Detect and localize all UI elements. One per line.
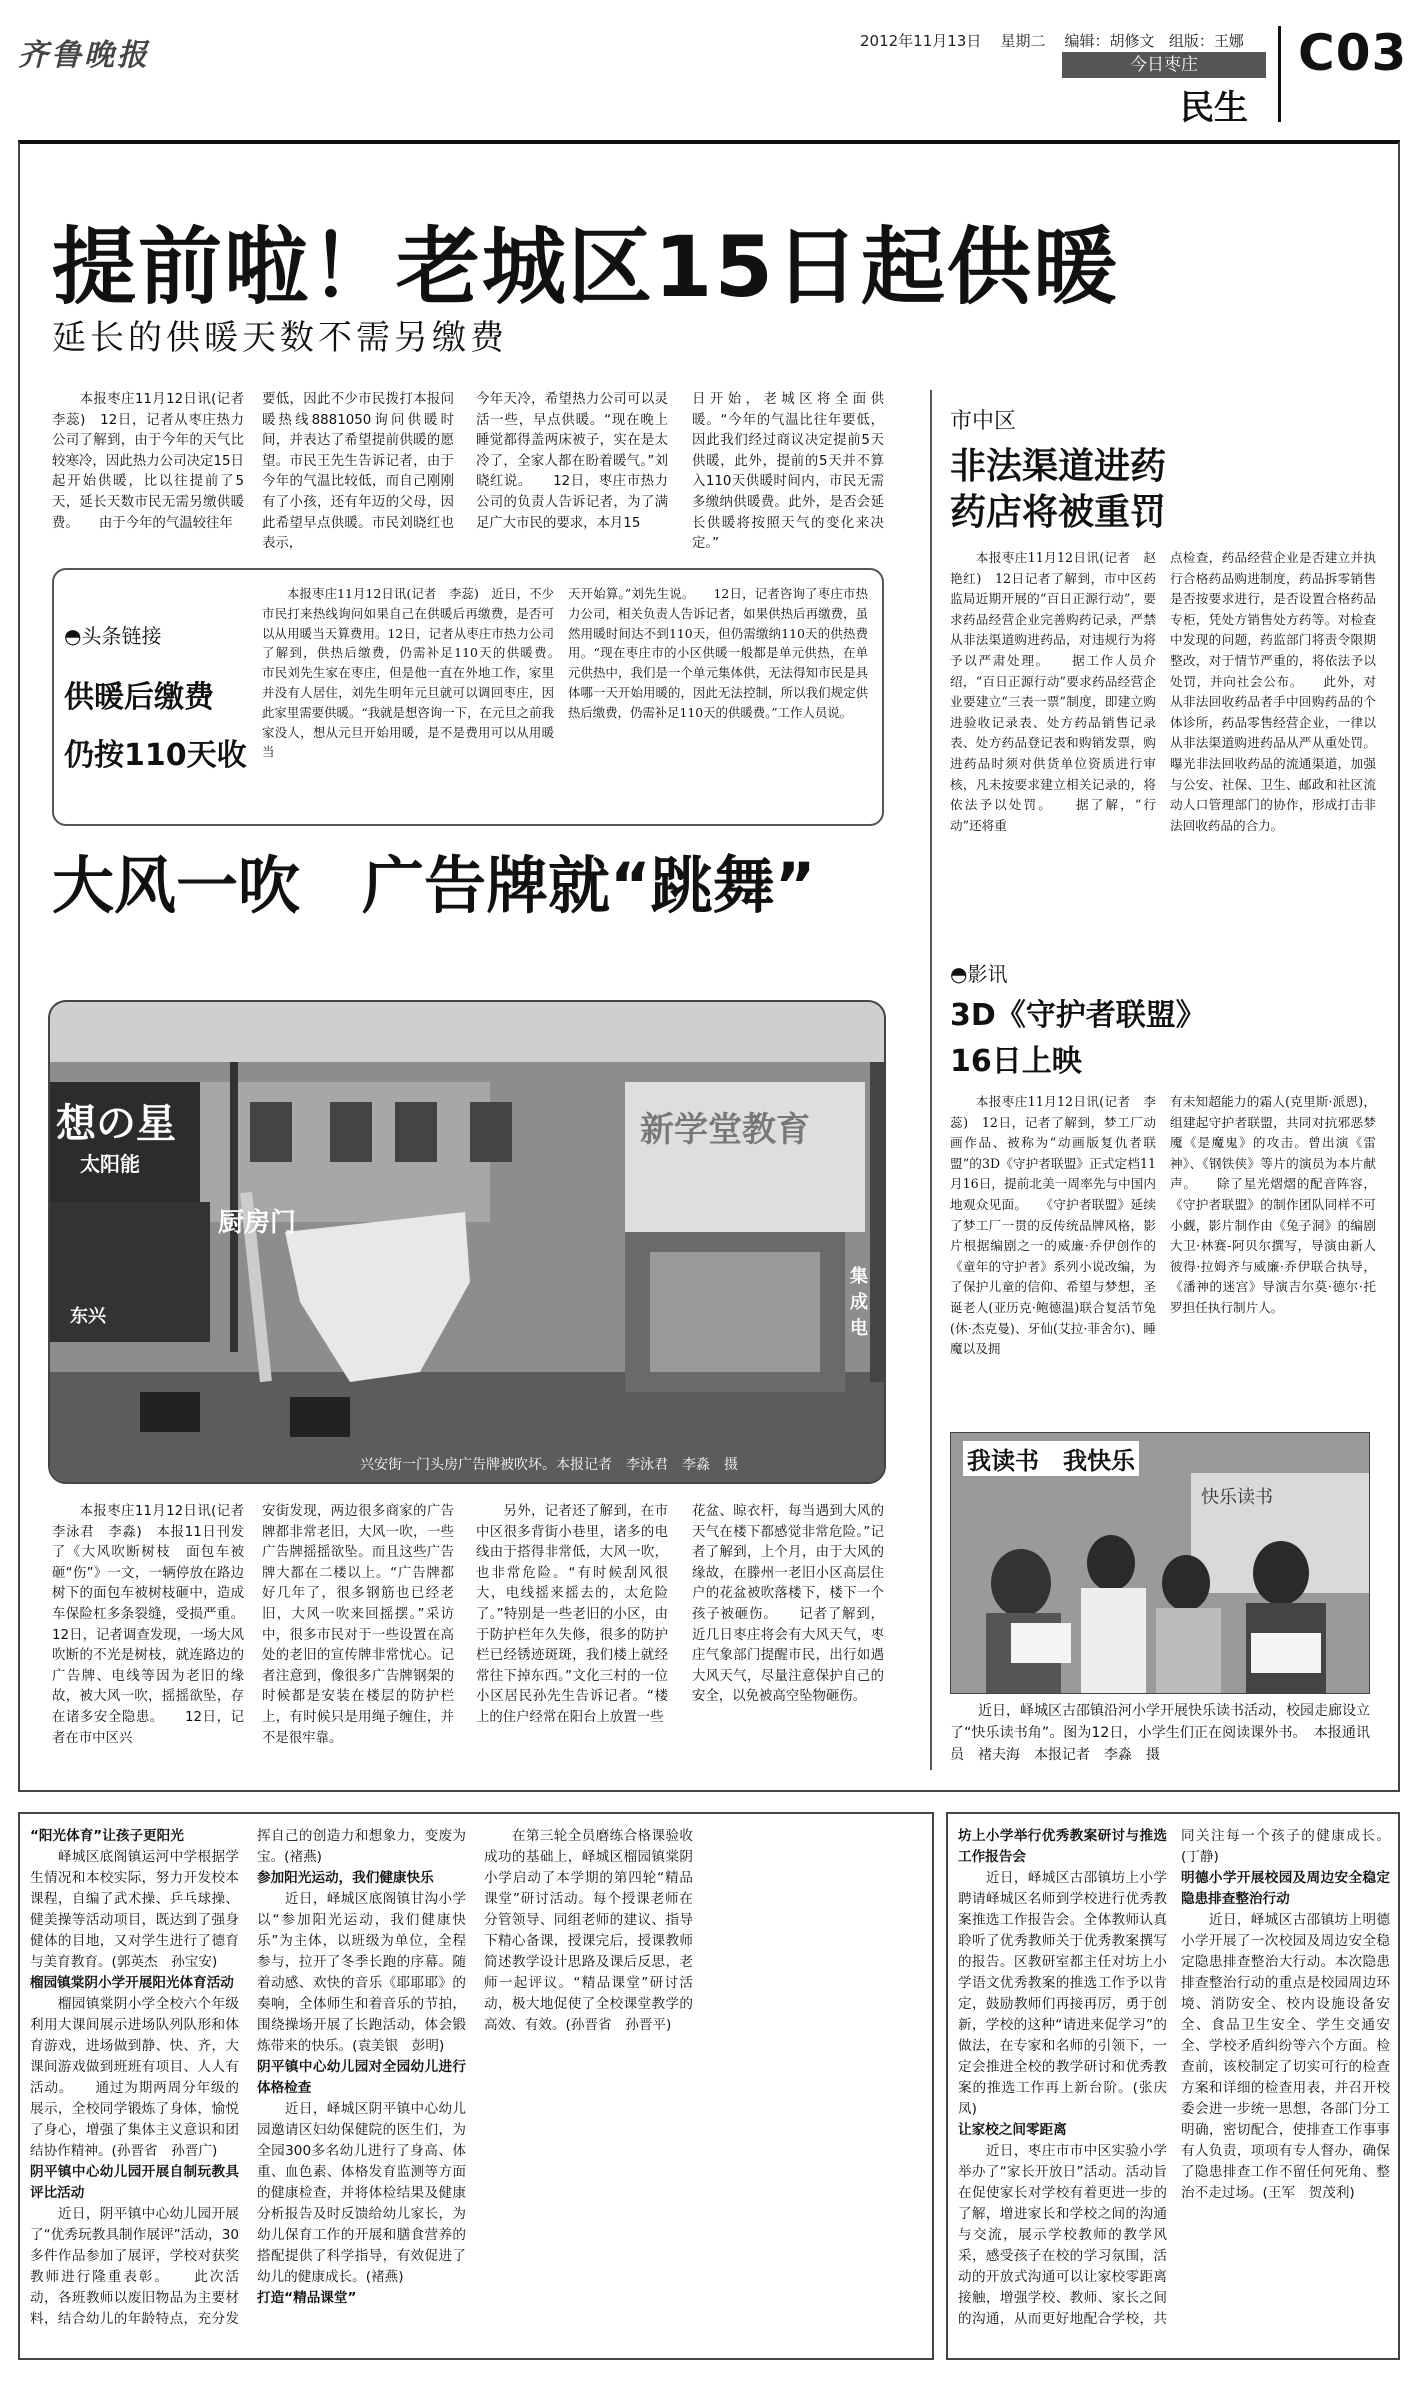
reading-photo — [950, 1432, 1370, 1694]
brief-5-head: 阴平镇中心幼儿园对全园幼儿进行体格检查 — [257, 2059, 466, 2096]
weekday: 星期二 — [1000, 32, 1046, 50]
brief-3-text: 近日，阴平镇中心幼儿园开展了“优秀玩教具制作展评”活动，30多件作品参加了展评，学校对获奖教师进行隆重表彰。 此次活动，各班教师以废旧物品为主要材料，结合幼儿的年龄特点，充分发挥自己的创造力和想象力，变废为宝。(褚燕) — [30, 1828, 466, 2327]
lead-col-3: 今年天冷，希望热力公司可以灵活一些，早点供暖。“现在晚上睡觉都得盖两床被子，实在是太冷了，全家人都在盼着暖气。”刘晓红说。 12日，枣庄市热力公司的负责人告诉记者，为了满足广大市民的要求，本月15 — [476, 392, 668, 531]
brief-2 — [30, 1973, 239, 2162]
page-number: C03 — [1298, 24, 1408, 82]
link-tag — [64, 620, 161, 649]
right-brief-3-head: 明德小学开展校园及周边安全稳定隐患排查整治行动 — [1181, 1870, 1390, 1907]
editor: 编辑：胡修文 — [1064, 32, 1155, 50]
drug-col-1: 本报枣庄11月12日讯(记者 赵艳红) 12日记者了解到，市中区药监局近期开展的“百日正源行动”，要求药品经营企业完善购药记录，严禁从非法渠道购进药品，对违规行为将予以严肃处理。 据工作人员介绍，“百日正源行动”要求药品经营企业要建立“三表一票”制度，即建立购进验收记录表、处方药品销售记录表、处方药品登记表和购销发票，购进药品时须对供货单位资质进行审核，凡未按要求建立相关记录的，将依法予以处罚。 据了解，“行动”还将重 — [950, 550, 1156, 833]
right-brief-3-text: 近日，峄城区古邵镇坊上明德小学开展了一次校园及周边安全稳定隐患排查整治大行动。本次隐患排查整治行动的重点是校园周边环境、消防安全、校内设施设备安全、食品卫生安全、学生交通安全、学校矛盾纠纷等六个方面。检查前，该校制定了切实可行的检查方案和详细的检查用表，并召开校委会进一步统一思想，各部门分工明确，密切配合，使排查工作事事有人负责，项项有专人督办，确保了隐患排查工作不留任何死角、整治不走过场。(王军 贺茂利) — [1181, 1912, 1390, 2201]
right-brief-2-text: 近日，枣庄市市中区实验小学举办了“家长开放日”活动。活动旨在促使家长对学校有着更进一步的了解，增进家长和学校之间的沟通与交流，展示学校教师的教学风采，感受孩子在校的学习氛围，活动的开放式沟通可以让家校零距离接触，增强学校、教师、家长之间的沟通，从而更好地配合学校，共同关注每一个孩子的健康成长。(丁静) — [958, 1828, 1390, 2327]
film-title-2: 16日上映 — [950, 1044, 1082, 1079]
brief-1-head: “阳光体育”让孩子更阳光 — [30, 1828, 184, 1844]
wind-photo-caption: 兴安街一门头房广告牌被吹坏。本报记者 李泳君 李淼 摄 — [360, 1457, 738, 1473]
right-brief-1 — [958, 1826, 1167, 2120]
wind-headline: 大风一吹 广告牌就“跳舞” — [52, 849, 816, 922]
wind-photo-image — [50, 1002, 886, 1484]
reading-title: 我读书 我快乐 — [963, 1441, 1139, 1476]
wind-col-1: 本报枣庄11月12日讯(记者 李泳君 李淼) 本报11日刊发了《大风吹断树枝 面包车被砸“伤”》一文，一辆停放在路边树下的面包车被树枝砸中，造成车保险杠多条裂缝，受损严重。12日，记者调查发现，一场大风吹断的不光是树枝，就连路边的广告牌、电线等因为老旧的缘故，被大风一吹，摇摇欲坠，存在诸多安全隐患。 12日，记者在市中区兴 — [52, 1504, 244, 1746]
link-col-2: 天开始算。”刘先生说。 12日，记者咨询了枣庄市热力公司，相关负责人告诉记者，如果供热后再缴费，虽然用暖时间达不到110天，但仍需缴纳110天的供热费用。“现在枣庄市的小区供暖一般都是单元供热，在单元供热中，我们是一个单元集体供，无法得知市民是具体哪一天开始用暖的，因此无法控制，所以我们规定供热后缴费，仍需补足110天的供暖费。”工作人员说。 — [568, 586, 868, 720]
drug-title-1: 非法渠道进药 — [950, 446, 1167, 487]
masthead-logo: 齐鲁晚报 — [18, 38, 150, 73]
lead-col-1: 本报枣庄11月12日讯(记者 李蕊) 12日，记者从枣庄热力公司了解到，由于今年的天气比较寒冷，因此热力公司决定15日起开始供暖，比以往提前了5天，延长天数市民无需另缴供暖费。 由于今年的气温较往年 — [52, 392, 244, 531]
brief-2-head: 榴园镇棠阴小学开展阳光体育活动 — [30, 1975, 234, 1991]
film-tag-icon: ◓ — [950, 962, 968, 986]
brief-5-text: 近日，峄城区阴平镇中心幼儿园邀请区妇幼保健院的医生们，为全园300多名幼儿进行了身高、体重、血色素、体格发育监测等方面的健康检查，并将体检结果及健康分析报告及时反馈给幼儿家长，为幼儿保育工作的开展和膳食营养的搭配提供了科学指导，有效促进了幼儿的健康成长。(褚燕) — [257, 2101, 466, 2285]
page-meta — [860, 30, 1244, 51]
lead-subtitle: 延长的供暖天数不需另缴费 — [52, 318, 508, 358]
lead-col-4: 日开始，老城区将全面供暖。“今年的气温比往年要低，因此我们经过商议决定提前5天供暖，此外，提前的5天并不算入110天供暖时间内，市民无需多缴纳供暖费。此外，是否会延长供暖将按照天气的变化来决定。” — [692, 392, 884, 552]
brief-3-head: 阴平镇中心幼儿园开展自制玩教具评比活动 — [30, 2164, 239, 2201]
link-tag-icon: ◓ — [64, 624, 82, 648]
lead-col-2: 要低，因此不少市民拨打本报问暖热线8881050询问供暖时间，并表达了希望提前供暖的愿望。市民王先生告诉记者，由于今年的气温比较低，而自己刚刚有了小孩，还有年迈的父母，因此希望早点供暖。市民刘晓红也表示， — [262, 392, 454, 552]
brief-6-text: 在第三轮全员磨练合格课验收成功的基础上，峄城区榴园镇棠阴小学启动了本学期的第四轮“精品课堂”研讨活动。每个授课老师在分管领导、同组老师的建议、指导下精心备课，授课完后，授课教师简述教学设计思路及课后反思，老师一起评议。“精品课堂”研讨活动，极大地促使了全校课堂教学的高效、有效。(孙晋省 孙晋平) — [484, 1828, 693, 2033]
brief-6-head: 打造“精品课堂” — [257, 2290, 357, 2306]
link-tag-label: 头条链接 — [81, 624, 162, 648]
section-name: 民生 — [1180, 88, 1248, 128]
photo-sign-6: 东兴 — [70, 1306, 106, 1327]
brief-1 — [30, 1826, 239, 1973]
brief-4-text: 近日，峄城区底阁镇甘沟小学以“参加阳光运动，我们健康快乐”为主体，以班级为单位，全程参与，拉开了冬季长跑的序幕。随着动感、欢快的音乐《耶耶耶》的奏响，全体师生和着音乐的节拍，围绕操场开展了长跑活动，体会锻炼带来的快乐。(袁美银 彭明) — [257, 1891, 466, 2054]
film-title-1: 3D《守护者联盟》 — [950, 998, 1206, 1033]
wind-col-4: 花盆、晾衣杆，每当遇到大风的天气在楼下都感觉非常危险。”记者了解到，上个月，由于大风的缘故，在滕州一老旧小区高层住户的花盆被吹落楼下，楼下一个孩子被砸伤。 记者了解到，近几日枣庄将会有大风天气，枣庄气象部门提醒市民，出行如遇大风天气，尽量注意保护自己的安全，以免被高空坠物砸伤。 — [692, 1504, 884, 1705]
right-brief-1-head: 坊上小学举行优秀教案研讨与推选工作报告会 — [958, 1828, 1167, 1865]
brief-2-text: 榴园镇棠阴小学全校六个年级利用大课间展示进场队列队形和体育游戏，进场做到静、快、齐，大课间游戏做到班班有项目、人人有活动。 通过为期两周分年级的展示，全校同学锻炼了身体，愉悦了身心，增强了集体主义意识和团结协作精神。(孙晋省 孙晋广) — [30, 1996, 239, 2159]
section-tag: 今日枣庄 — [1062, 52, 1266, 78]
header-divider — [1278, 26, 1281, 122]
film-col-1: 本报枣庄11月12日讯(记者 李蕊) 12日，记者了解到，梦工厂动画作品、被称为“动画版复仇者联盟”的3D《守护者联盟》正式定档11月16日，提前北美一周率先与中国内地观众见面。 《守护者联盟》延续了梦工厂一贯的反传统品牌风格，影片根据编剧之一的威廉·乔伊创作的《童年的守护者》系列小说改编，为了保护儿童的信仰、希望与梦想，圣诞老人(亚历克·鲍德温)联合复活节兔(休·杰克曼)、牙仙(艾拉·菲舍尔)、睡魔以及拥 — [950, 1094, 1156, 1357]
film-tag-label: 影讯 — [967, 962, 1008, 986]
briefs-list — [30, 1826, 920, 2350]
reading-sign: 快乐读书 — [1201, 1487, 1273, 1508]
right-brief-3 — [1181, 1868, 1390, 2204]
photo-sign-4: 厨房门 — [218, 1208, 297, 1238]
brief-1-text: 峄城区底阁镇运河中学根据学生情况和本校实际，努力开发校本课程，自编了武术操、乒乓球操、健美操等活动项目，既达到了强身健体的目地，又对学生进行了德育与美育教育。(郭英杰 孙宝安) — [30, 1849, 239, 1970]
drug-title-2: 药店将被重罚 — [950, 492, 1167, 533]
wind-col-3: 另外，记者还了解到，在市中区很多背街小巷里，诸多的电线由于搭得非常低，大风一吹，也非常危险。“有时候刮风很大，电线摇来摇去的，太危险了。”特别是一些老旧的小区，由于防护栏年久失修，很多的防护栏已经锈迹斑斑，我们楼上就经常往下掉东西。”文化三村的一位小区居民孙先生告诉记者。“楼上的住户经常在阳台上放置一些 — [476, 1504, 668, 1725]
drug-col-2: 点检查，药品经营企业是否建立并执行合格药品购进制度，药品拆零销售是否按要求进行，是否设置合格药品专柜，凭处方销售处方药等。对检查中发现的问题，药监部门将责令限期整改，对于情节严重的，将依法予以处罚，并向社会公布。 此外，对从非法回收药品者手中回购药品的个体诊所，药品零售经营企业，一律以从非法渠道购进药品从严从重处罚。曝光非法回收药品的流通渠道，加强与公安、社保、卫生、邮政和社区流动人口管理部门的协作，形成打击非法回收药品的合力。 — [1170, 550, 1376, 833]
photo-sign-5: 集成电 — [850, 1266, 868, 1339]
brief-4-head: 参加阳光运动，我们健康快乐 — [257, 1870, 434, 1886]
wind-col-2: 安街发现，两边很多商家的广告牌都非常老旧，大风一吹，一些广告牌摇摇欲坠。而且这些广告牌大都在二楼以上。“广告牌都好几年了，很多钢筋也已经老旧，大风一吹来回摇摆。”采访中，很多市民对于一些设置在高处的老旧的宣传牌非常忧心。记者注意到，像很多广告牌钢架的时候都是安装在楼层的防护栏上，有时候只是用绳子缠住，并不是很牢靠。 — [262, 1504, 454, 1746]
brief-5 — [257, 2057, 466, 2288]
photo-sign-2: 太阳能 — [80, 1152, 140, 1176]
date: 2012年11月13日 — [860, 32, 982, 50]
drug-tag: 市中区 — [950, 409, 1017, 434]
film-tag — [950, 958, 1007, 987]
film-col-2: 有未知超能力的霜人(克里斯·派恩)，组建起守护者联盟，共同对抗邪恶梦魇《是魔鬼》的攻击。曾出演《雷神》、《钢铁侠》等片的演员为本片献声。 除了星光熠熠的配音阵容，《守护者联盟》的制作团队同样不可小觑，影片制作由《兔子洞》的编剧大卫·林赛-阿贝尔撰写，导演由新人彼得·拉姆齐与威廉·乔伊联合执导，《潘神的迷宫》导演吉尔莫·德尔·托罗担任执行制片人。 — [1170, 1094, 1376, 1315]
link-col-1: 本报枣庄11月12日讯(记者 李蕊) 近日，不少市民打来热线询问如果自己在供暖后再缴费，是否可以从用暖当天算费用。12日，记者从枣庄市热力公司了解到，供热后缴费，仍需补足110天的供暖费。 市民刘先生家在枣庄，但是他一直在外地工作，家里并没有人居住，刘先生明年元旦就可以调回枣庄，因此家里需要供暖。“我就是想咨询一下，在元旦之前我家没人，想从元旦开始用暖，是不是费用可以从用暖当 — [262, 586, 554, 760]
right-briefs-list — [958, 1826, 1390, 2350]
photo-sign-3: 新学堂教育 — [640, 1110, 810, 1150]
right-divider — [930, 390, 932, 1770]
link-title-1: 供暖后缴费 — [64, 680, 214, 715]
designer: 组版：王娜 — [1168, 32, 1244, 50]
lead-headline: 提前啦！老城区15日起供暖 — [52, 218, 1119, 316]
brief-4 — [257, 1868, 466, 2057]
right-brief-2-head: 让家校之间零距离 — [958, 2122, 1067, 2138]
link-title-2: 仍按110天收 — [64, 738, 247, 773]
photo-sign-1: 想の星 — [56, 1101, 176, 1147]
right-brief-1-text: 近日，峄城区古邵镇坊上小学聘请峄城区名师到学校进行优秀教案推选工作报告会。全体教师认真聆听了优秀教师关于优秀教案撰写的报告。区教研室都主任对坊上小学语文优秀教案的推选工作予以肯定，鼓励教师们再接再厉，勇于创新，学校的这种“请进来促学习”的做法，在专家和名师的引领下，一定会推进全校的教学研讨和优秀教案的推选工作再上新台阶。(张庆凤) — [958, 1870, 1167, 2117]
reading-caption: 近日，峄城区古邵镇沿河小学开展快乐读书活动，校园走廊设立了“快乐读书角”。图为12日，小学生们正在阅读课外书。 本报通讯员 褚夫海 本报记者 李淼 摄 — [950, 1703, 1370, 1763]
wind-photo — [48, 1000, 886, 1484]
